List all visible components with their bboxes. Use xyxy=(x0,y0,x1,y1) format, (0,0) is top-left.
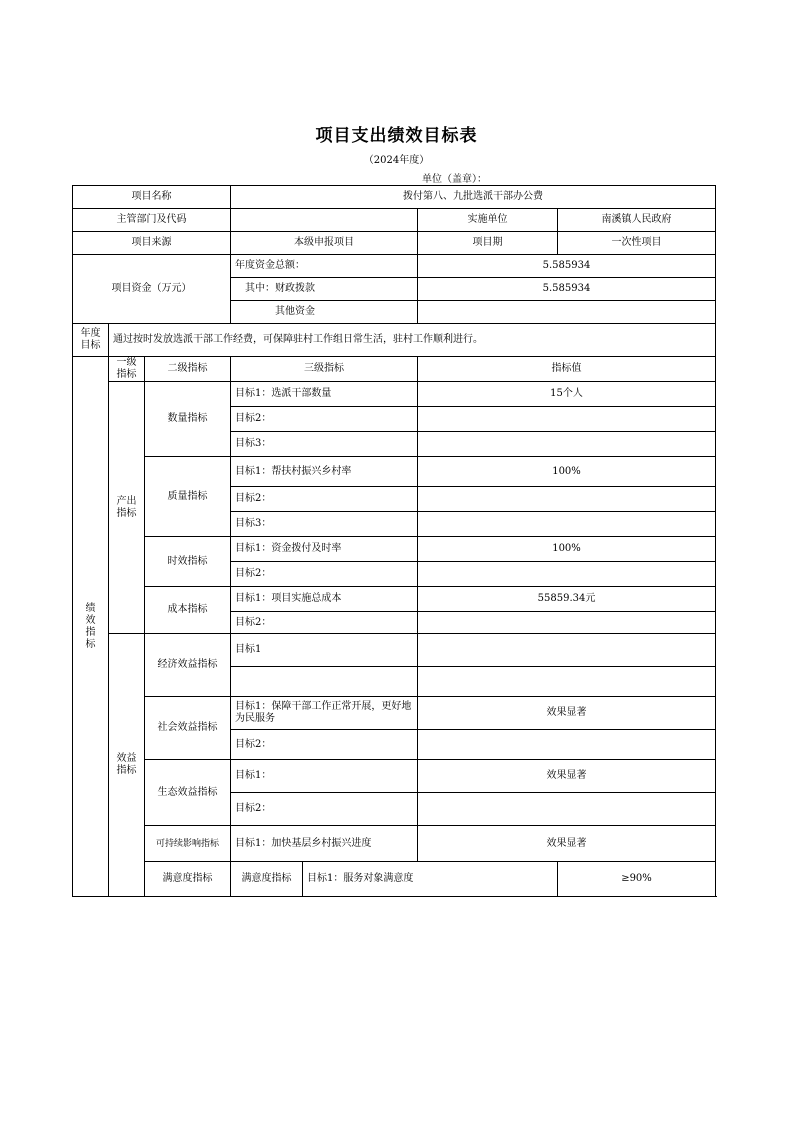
benefit-indicator-label: 效益指标 xyxy=(109,634,145,897)
value-cell xyxy=(418,512,716,537)
value-cell: 100% xyxy=(418,537,716,562)
economic-indicator-label: 经济效益指标 xyxy=(145,634,231,697)
col-level1: 一级指标 xyxy=(109,357,145,382)
table-row xyxy=(73,537,716,562)
social-indicator-label: 社会效益指标 xyxy=(145,697,231,760)
value-cell: 效果显著 xyxy=(418,697,716,730)
target-cell: 目标2： xyxy=(231,793,418,826)
table-row xyxy=(73,697,716,730)
value-cell: 效果显著 xyxy=(418,760,716,793)
value-cell: 100% xyxy=(418,457,716,487)
value-cell xyxy=(418,793,716,826)
source-label: 项目来源 xyxy=(73,232,231,255)
fund-fiscal-value: 5.585934 xyxy=(418,278,716,301)
fund-fiscal-label: 其中：财政拨款 xyxy=(231,278,418,301)
value-cell xyxy=(418,634,716,667)
dept-label: 主管部门及代码 xyxy=(73,209,231,232)
output-indicator-label: 产出指标 xyxy=(109,382,145,634)
target-cell: 目标1：服务对象满意度 xyxy=(303,862,558,897)
target-cell: 目标2： xyxy=(231,407,418,432)
annual-goal-text: 通过按时发放选派干部工作经费，可保障驻村工作组日常生活，驻村工作顺利进行。 xyxy=(109,324,716,357)
row-source xyxy=(73,232,716,255)
target-cell: 目标3： xyxy=(231,512,418,537)
fiscal-year: （2024年度） xyxy=(363,155,430,166)
target-cell: 目标3： xyxy=(231,432,418,457)
table-row xyxy=(73,760,716,793)
fund-other-value xyxy=(418,301,716,324)
value-cell xyxy=(418,487,716,512)
perf-indicator-label xyxy=(73,357,109,897)
row-fund-total xyxy=(73,255,716,278)
annual-goal-label: 年度目标 xyxy=(73,324,109,357)
table-row xyxy=(73,587,716,612)
col-level2: 二级指标 xyxy=(145,357,231,382)
project-name-label: 项目名称 xyxy=(73,186,231,209)
period-value: 一次性项目 xyxy=(558,232,716,255)
target-cell: 目标1： xyxy=(231,760,418,793)
project-name-value: 拨付第八、九批选派干部办公费 xyxy=(231,186,716,209)
table-row xyxy=(73,382,716,407)
cost-indicator-label: 成本指标 xyxy=(145,587,231,634)
target-cell: 目标1：选派干部数量 xyxy=(231,382,418,407)
dept-value xyxy=(231,209,418,232)
row-dept xyxy=(73,209,716,232)
period-label: 项目期 xyxy=(418,232,558,255)
row-project-name xyxy=(73,186,716,209)
table-row xyxy=(73,826,716,862)
impl-unit-value: 南溪镇人民政府 xyxy=(558,209,716,232)
fund-total-value: 5.585934 xyxy=(418,255,716,278)
value-cell xyxy=(418,562,716,587)
funds-label: 项目资金（万元） xyxy=(73,255,231,324)
value-cell xyxy=(418,730,716,760)
target-cell: 目标1：项目实施总成本 xyxy=(231,587,418,612)
value-cell: 效果显著 xyxy=(418,826,716,862)
impl-unit-label: 实施单位 xyxy=(418,209,558,232)
fund-total-label: 年度资金总额： xyxy=(231,255,418,278)
target-cell: 目标2： xyxy=(231,487,418,512)
value-cell xyxy=(418,432,716,457)
row-annual-goal xyxy=(73,324,716,357)
target-cell: 目标2： xyxy=(231,730,418,760)
value-cell: ≥90% xyxy=(558,862,716,897)
timeliness-indicator-label: 时效指标 xyxy=(145,537,231,587)
target-cell: 目标1 xyxy=(231,634,418,667)
table-row xyxy=(73,862,716,897)
target-cell: 目标1：加快基层乡村振兴进度 xyxy=(231,826,418,862)
col-indicator-value: 指标值 xyxy=(418,357,716,382)
target-cell: 目标2： xyxy=(231,562,418,587)
target-cell: 目标1：保障干部工作正常开展，更好地为民服务 xyxy=(231,697,418,730)
quality-indicator-label: 质量指标 xyxy=(145,457,231,537)
value-cell xyxy=(418,407,716,432)
perf-indicator-text: 绩效指标 xyxy=(85,602,96,650)
value-cell xyxy=(418,667,716,697)
target-cell: 目标1：帮扶村振兴乡村率 xyxy=(231,457,418,487)
satisfaction-level1-label: 满意度指标 xyxy=(145,862,231,897)
unit-seal-label: 单位（盖章）： xyxy=(422,174,487,185)
value-cell: 15个人 xyxy=(418,382,716,407)
row-indicator-header xyxy=(73,357,716,382)
value-cell: 55859.34元 xyxy=(418,587,716,612)
table-row xyxy=(73,457,716,487)
target-cell xyxy=(231,667,418,697)
value-cell xyxy=(418,612,716,634)
source-value: 本级申报项目 xyxy=(231,232,418,255)
performance-target-table xyxy=(72,185,716,897)
ecological-indicator-label: 生态效益指标 xyxy=(145,760,231,826)
fund-other-label: 其他资金 xyxy=(231,301,418,324)
sustainability-indicator-label: 可持续影响指标 xyxy=(145,826,231,862)
target-cell: 目标1：资金拨付及时率 xyxy=(231,537,418,562)
target-cell: 目标2： xyxy=(231,612,418,634)
page-title: 项目支出绩效目标表 xyxy=(315,126,478,146)
col-level3: 三级指标 xyxy=(231,357,418,382)
quantity-indicator-label: 数量指标 xyxy=(145,382,231,457)
table-row xyxy=(73,634,716,667)
satisfaction-indicator-label: 满意度指标 xyxy=(231,862,303,897)
